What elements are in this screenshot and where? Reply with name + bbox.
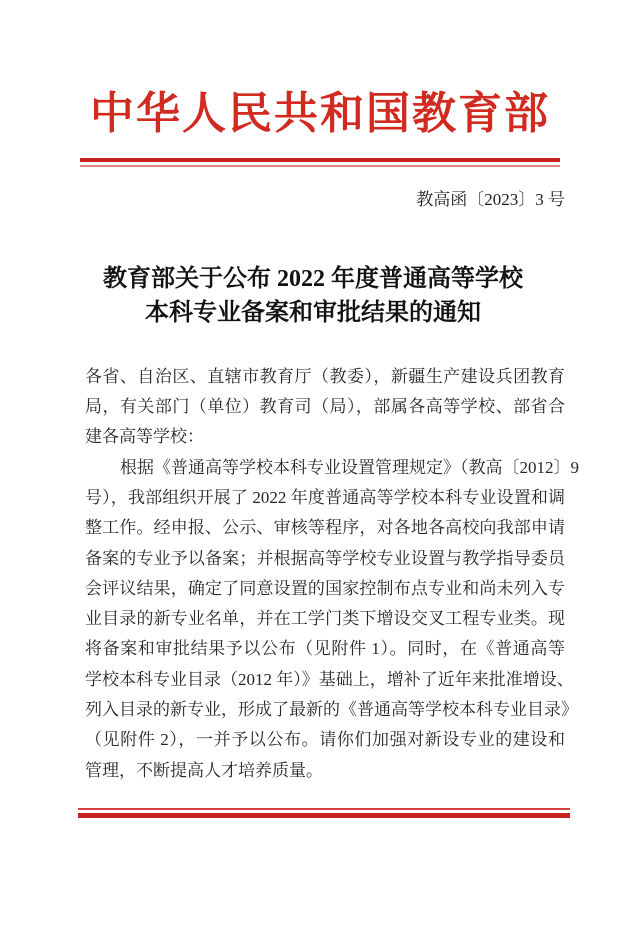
header-divider	[80, 158, 560, 167]
salutation-line: 局，有关部门（单位）教育司（局），部属各高等学校、部省合	[85, 397, 565, 417]
paragraph-line: 学校本科专业目录（2012 年）》基础上，增补了近年来批准增设、	[85, 669, 574, 689]
document-page	[0, 88, 626, 932]
body-text	[85, 362, 579, 786]
salutation-line: 各省、自治区、直辖市教育厅（教委），新疆生产建设兵团教育	[85, 366, 565, 386]
title-line-2: 本科专业备案和审批结果的通知	[145, 299, 481, 326]
paragraph-line: 会评议结果，确定了同意设置的国家控制布点专业和尚未列入专	[85, 578, 565, 598]
paragraph-line: 业目录的新专业名单，并在工学门类下增设交叉工程专业类。现	[85, 609, 565, 629]
salutation-line: 建各高等学校：	[85, 427, 204, 447]
paragraph-line: （见附件 2），一并予以公布。请你们加强对新设专业的建设和	[85, 730, 565, 750]
paragraph-line: 号），我部组织开展了 2022 年度普通高等学校本科专业设置和调	[85, 487, 565, 507]
paragraph-line: 将备案和审批结果予以公布（见附件 1）。同时，在《普通高等	[85, 639, 565, 659]
paragraph-line: 整工作。经申报、公示、审核等程序，对各地各高校向我部申请	[85, 518, 565, 538]
paragraph-line: 列入目录的新专业，形成了最新的《普通高等学校本科专业目录》	[85, 700, 578, 720]
footer-divider	[78, 808, 570, 818]
title-line-1: 教育部关于公布 2022 年度普通高等学校	[103, 265, 523, 292]
paragraph-line: 管理，不断提高人才培养质量。	[85, 760, 323, 780]
paragraph-line: 根据《普通高等学校本科专业设置管理规定》（教高〔2012〕9	[120, 457, 579, 477]
document-title	[0, 262, 626, 330]
document-number: 教高函〔2023〕3 号	[416, 189, 565, 209]
agency-letterhead: 中华人民共和国教育部	[90, 89, 550, 138]
paragraph-line: 备案的专业予以备案；并根据高等学校专业设置与教学指导委员	[85, 548, 565, 568]
